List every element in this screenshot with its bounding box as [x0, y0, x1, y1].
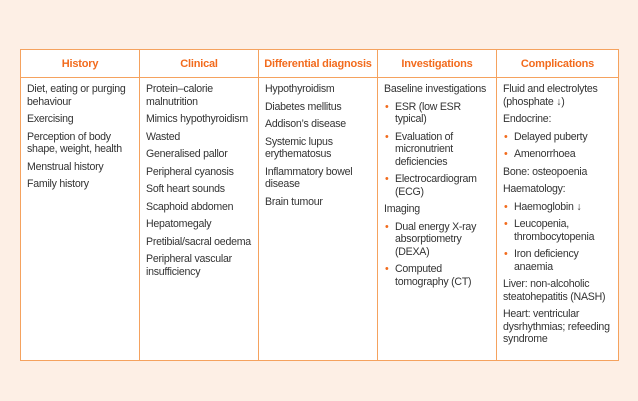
bullet-item: • Evaluation of micronutrient deficiencies [384, 131, 491, 169]
list-item: Systemic lupus erythematosus [265, 135, 333, 160]
list-item: Perception of body shape, weight, health [27, 130, 122, 155]
list-item: Baseline investigations [384, 83, 487, 95]
header-row [21, 50, 619, 78]
list-item: Protein–calorie malnutrition [146, 83, 213, 108]
column-cell [140, 78, 259, 361]
list-item: Brain tumour [265, 195, 323, 208]
list-item: Menstrual history [27, 160, 104, 173]
clinical-table [20, 49, 619, 361]
list-item: Wasted [146, 130, 181, 143]
column-cell [21, 78, 140, 361]
list-item: Heart: ventricular dysrhythmias; refeeding syndrome [503, 308, 610, 345]
list-item: Mimics hypothyroidism [146, 113, 248, 125]
bullet-item: • Delayed puberty [503, 131, 613, 144]
column-cell [378, 78, 497, 361]
list-item: Soft heart sounds [146, 183, 225, 195]
body-row [21, 78, 619, 361]
list-item: Diet, eating or purging behaviour [27, 83, 126, 108]
list-item: Fluid and electrolytes (phosphate ↓) [503, 83, 598, 108]
list-item: Hypothyroidism [265, 83, 335, 95]
column-header: History [21, 50, 140, 78]
list-item: Endocrine: [503, 113, 552, 125]
column-cell [497, 78, 619, 361]
bullet-item: • Haemoglobin ↓ [503, 201, 613, 214]
list-item: Imaging [384, 203, 420, 215]
list-item: Inflammatory bowel disease [265, 165, 353, 190]
list-item: Haematology: [503, 183, 566, 195]
bullet-item: • Iron deficiency anaemia [503, 248, 613, 273]
column-cell [259, 78, 378, 361]
column-header: Complications [497, 50, 619, 78]
list-item: Liver: non-alcoholic steatohepatitis (NASH) [503, 278, 606, 303]
list-item: Pretibial/sacral oedema [146, 235, 251, 248]
bullet-item: • Leucopenia, thrombocytopenia [503, 218, 613, 243]
list-item: Peripheral vascular insufficiency [146, 253, 232, 278]
bullet-item: • Dual energy X-ray absorptiometry (DEXA) [384, 221, 491, 259]
list-item: Scaphoid abdomen [146, 200, 234, 213]
bullet-item: • Computed tomography (CT) [384, 263, 491, 288]
list-item: Family history [27, 178, 89, 190]
bullet-item: • ESR (low ESR typical) [384, 101, 491, 126]
list-item: Generalised pallor [146, 148, 228, 160]
list-item: Bone: osteopoenia [503, 165, 588, 178]
list-item: Peripheral cyanosis [146, 165, 234, 178]
column-header: Clinical [140, 50, 259, 78]
bullet-item: • Amenorrhoea [503, 148, 613, 161]
bullet-item: • Electrocardiogram (ECG) [384, 173, 491, 198]
column-header: Differential diagnosis [259, 50, 378, 78]
list-item: Hepatomegaly [146, 218, 212, 230]
list-item: Diabetes mellitus [265, 100, 342, 113]
column-header: Investigations [378, 50, 497, 78]
list-item: Exercising [27, 113, 74, 125]
list-item: Addison’s disease [265, 118, 346, 130]
